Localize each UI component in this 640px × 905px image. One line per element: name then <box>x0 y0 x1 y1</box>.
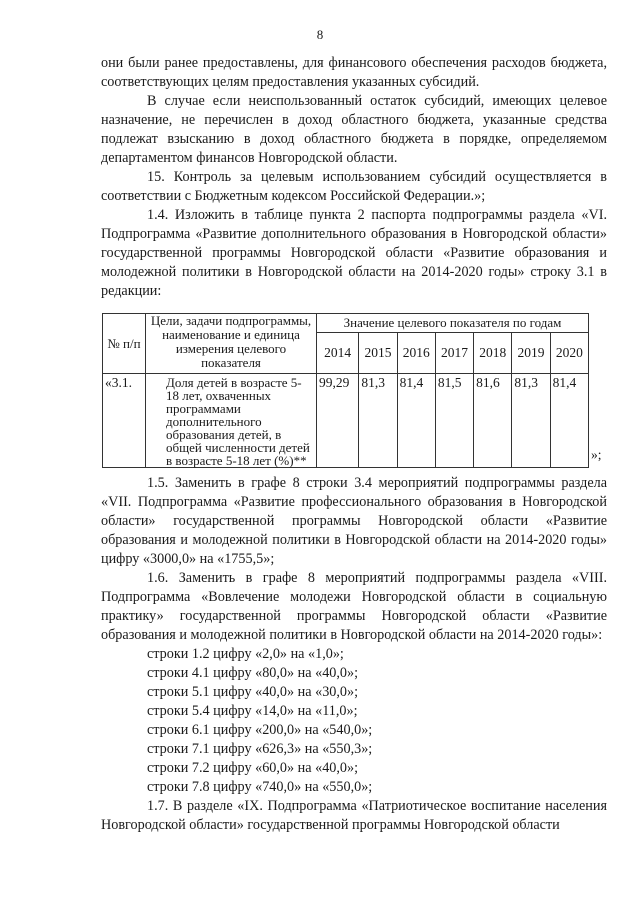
paragraph-item-1-4: 1.4. Изложить в таблице пункта 2 паспорта подпрограммы раздела «VI. Подпрограмма «Развитие дополнительного образования в Новгородской области» государственной программы Новгородской области «Развитие образования и молодежной политики в Новгородской области на 2014-2020 годы» строку 3.1 в редакции: <box>101 207 607 299</box>
value-cell: 81,5 <box>435 374 473 468</box>
paragraph-item-1-5: 1.5. Заменить в графе 8 строки 3.4 мероприятий подпрограммы раздела «VII. Подпрограмма «Развитие профессионального образования в Новгородской области» государственной программы Новгородской области «Развитие образования и молодежной политики в Новгородской области на 2014-2020 годы» цифру «3000,0» на «1755,5»; <box>101 475 607 567</box>
header-goal: Цели, задачи подпрограммы, наименование и единица измерения целевого показателя <box>146 314 317 374</box>
year-header: 2014 <box>317 333 359 374</box>
list-item: строки 7.1 цифру «626,3» на «550,3»; <box>147 741 373 757</box>
row-number: «3.1. <box>103 374 146 468</box>
year-header: 2018 <box>474 333 512 374</box>
list-item: строки 5.4 цифру «14,0» на «11,0»; <box>147 703 358 719</box>
header-number: № п/п <box>103 314 146 374</box>
indicator-table <box>102 313 589 468</box>
value-cell: 99,29 <box>317 374 359 468</box>
document-body-bottom <box>101 474 607 835</box>
value-cell: 81,6 <box>474 374 512 468</box>
year-header: 2019 <box>512 333 550 374</box>
value-cell: 81,4 <box>397 374 435 468</box>
header-values: Значение целевого показателя по годам <box>317 314 589 333</box>
year-header: 2016 <box>397 333 435 374</box>
value-cell: 81,3 <box>512 374 550 468</box>
paragraph-item-1-7: 1.7. В разделе «IX. Подпрограмма «Патриотическое воспитание населения Новгородской области» государственной программы Новгородской области <box>101 798 607 833</box>
table-row <box>103 374 589 468</box>
paragraph-continuation: они были ранее предоставлены, для финансового обеспечения расходов бюджета, соответствующих целям предоставления указанных субсидий. <box>101 55 607 90</box>
value-cell: 81,4 <box>550 374 588 468</box>
table-closing-quote: »; <box>591 447 602 462</box>
year-header: 2020 <box>550 333 588 374</box>
value-cell: 81,3 <box>359 374 397 468</box>
paragraph-unspent-balance: В случае если неиспользованный остаток субсидий, имеющих целевое назначение, не перечислен в доход областного бюджета, указанные средства подлежат взысканию в доход областного бюджета в порядке, определяемом департаментом финансов Новгородской области. <box>101 93 607 166</box>
document-body-top <box>101 54 607 301</box>
list-item: строки 7.2 цифру «60,0» на «40,0»; <box>147 760 359 776</box>
page-number: 8 <box>316 27 324 42</box>
list-item: строки 4.1 цифру «80,0» на «40,0»; <box>147 665 359 681</box>
paragraph-item-1-6: 1.6. Заменить в графе 8 мероприятий подпрограммы раздела «VIII. Подпрограмма «Вовлечение молодежи Новгородской области в социальную практику» государственной программы Новгородской области «Развитие образования и молодежной политики в Новгородской области на 2014-2020 годы»: <box>101 570 607 643</box>
year-header: 2015 <box>359 333 397 374</box>
list-item: строки 7.8 цифру «740,0» на «550,0»; <box>147 779 373 795</box>
list-item: строки 1.2 цифру «2,0» на «1,0»; <box>147 646 344 662</box>
year-header: 2017 <box>435 333 473 374</box>
list-item: строки 6.1 цифру «200,0» на «540,0»; <box>147 722 373 738</box>
paragraph-item-15: 15. Контроль за целевым использованием субсидий осуществляется в соответствии с Бюджетным кодексом Российской Федерации.»; <box>101 169 607 204</box>
row-goal: Доля детей в возрасте 5-18 лет, охваченных программами дополнительного образования детей, в общей численности детей в возрасте 5-18 лет (%)** <box>146 374 317 468</box>
list-item: строки 5.1 цифру «40,0» на «30,0»; <box>147 684 359 700</box>
